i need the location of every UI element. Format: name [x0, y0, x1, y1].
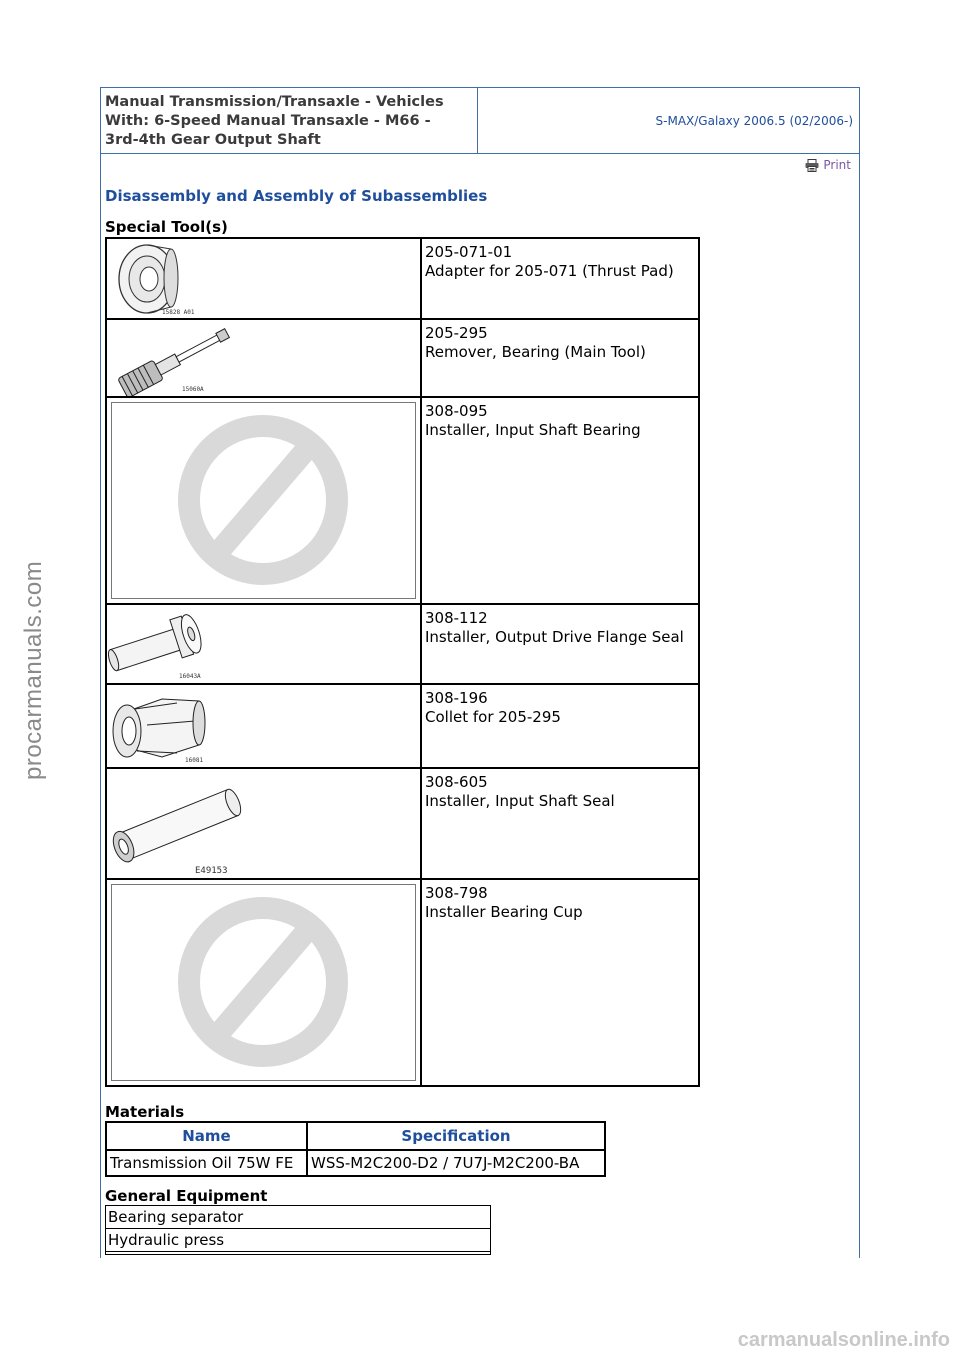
material-specification: WSS-M2C200-D2 / 7U7J-M2C200-BA [307, 1150, 605, 1176]
tool-code: 205-071-01 [425, 243, 513, 261]
title-line-2: With: 6-Speed Manual Transaxle - M66 - [105, 113, 431, 129]
tool-image-caption: 15828 A01 [162, 309, 195, 316]
special-tools-table [105, 237, 700, 1087]
tool-row [106, 768, 699, 879]
materials-heading: Materials [105, 1103, 185, 1121]
printer-icon [805, 159, 819, 172]
tool-name: Installer, Input Shaft Bearing [425, 421, 641, 439]
tool-image-cell [106, 319, 421, 397]
tool-image [107, 769, 420, 878]
tool-description [421, 604, 699, 684]
print-label: Print [823, 158, 851, 172]
column-header-specification: Specification [307, 1122, 605, 1150]
tool-image-cell [106, 768, 421, 879]
tool-description [421, 684, 699, 768]
list-item [106, 1229, 491, 1252]
materials-header-row [106, 1122, 605, 1150]
list-item [106, 1206, 491, 1229]
tool-name: Remover, Bearing (Main Tool) [425, 343, 646, 361]
tool-code: 308-112 [425, 609, 488, 627]
tool-description [421, 319, 699, 397]
tool-code: 308-798 [425, 884, 488, 902]
tool-code: 308-196 [425, 689, 488, 707]
tool-image [107, 880, 420, 1085]
document-title [101, 88, 478, 153]
tool-row [106, 684, 699, 768]
tool-image-caption: 16081 [185, 757, 204, 764]
page-frame [100, 87, 860, 1258]
image-placeholder [111, 884, 416, 1081]
tool-code: 308-605 [425, 773, 488, 791]
thrust-pad-adapter-illustration [107, 239, 420, 318]
tool-code: 205-295 [425, 324, 488, 342]
flange-seal-installer-illustration [107, 605, 420, 683]
tool-name: Installer Bearing Cup [425, 903, 583, 921]
tool-name: Installer, Input Shaft Seal [425, 792, 615, 810]
tool-image-cell [106, 397, 421, 604]
tool-description [421, 397, 699, 604]
tool-name: Adapter for 205-071 (Thrust Pad) [425, 262, 674, 280]
print-link[interactable] [805, 158, 851, 172]
tool-image-caption: 15060A [182, 386, 204, 393]
no-image-icon [112, 885, 415, 1080]
collet-illustration [107, 685, 420, 767]
no-image-icon [112, 403, 415, 598]
table-row [106, 1150, 605, 1176]
tool-name: Installer, Output Drive Flange Seal [425, 628, 684, 646]
tool-description [421, 879, 699, 1086]
tool-image-caption: E49153 [195, 866, 228, 876]
equipment-row-empty [106, 1252, 491, 1255]
tool-image [107, 605, 420, 683]
tool-row [106, 319, 699, 397]
tool-image-cell [106, 604, 421, 684]
tool-description [421, 768, 699, 879]
tool-image-cell [106, 879, 421, 1086]
column-header-name: Name [106, 1122, 307, 1150]
tool-image [107, 685, 420, 767]
bottom-watermark: carmanualsonline.info [737, 1329, 950, 1351]
tool-image [107, 239, 420, 318]
special-tools-heading: Special Tool(s) [105, 218, 228, 236]
equipment-item: Hydraulic press [106, 1229, 491, 1252]
materials-table [105, 1121, 606, 1177]
side-watermark: procarmanuals.com [20, 560, 47, 780]
section-title: Disassembly and Assembly of Subassemblies [105, 187, 488, 205]
tool-description [421, 238, 699, 319]
tool-row [106, 879, 699, 1086]
document-header [101, 88, 859, 154]
tool-code: 308-095 [425, 402, 488, 420]
equipment-item: Bearing separator [106, 1206, 491, 1229]
general-equipment-table [105, 1205, 491, 1255]
vehicle-model: S-MAX/Galaxy 2006.5 (02/2006-) [655, 114, 853, 128]
tool-row [106, 604, 699, 684]
tool-image [107, 398, 420, 603]
tool-image-caption: 16043A [179, 673, 201, 680]
list-item [106, 1252, 491, 1255]
tool-image [107, 320, 420, 396]
title-line-1: Manual Transmission/Transaxle - Vehicles [105, 94, 444, 110]
title-line-3: 3rd-4th Gear Output Shaft [105, 132, 321, 148]
tool-name: Collet for 205-295 [425, 708, 561, 726]
input-shaft-seal-installer-illustration [107, 769, 420, 878]
tool-row [106, 397, 699, 604]
tool-image-cell [106, 238, 421, 319]
general-equipment-heading: General Equipment [105, 1187, 268, 1205]
tool-row [106, 238, 699, 319]
image-placeholder [111, 402, 416, 599]
material-name: Transmission Oil 75W FE [106, 1150, 307, 1176]
tool-image-cell [106, 684, 421, 768]
bearing-remover-illustration [107, 320, 420, 396]
